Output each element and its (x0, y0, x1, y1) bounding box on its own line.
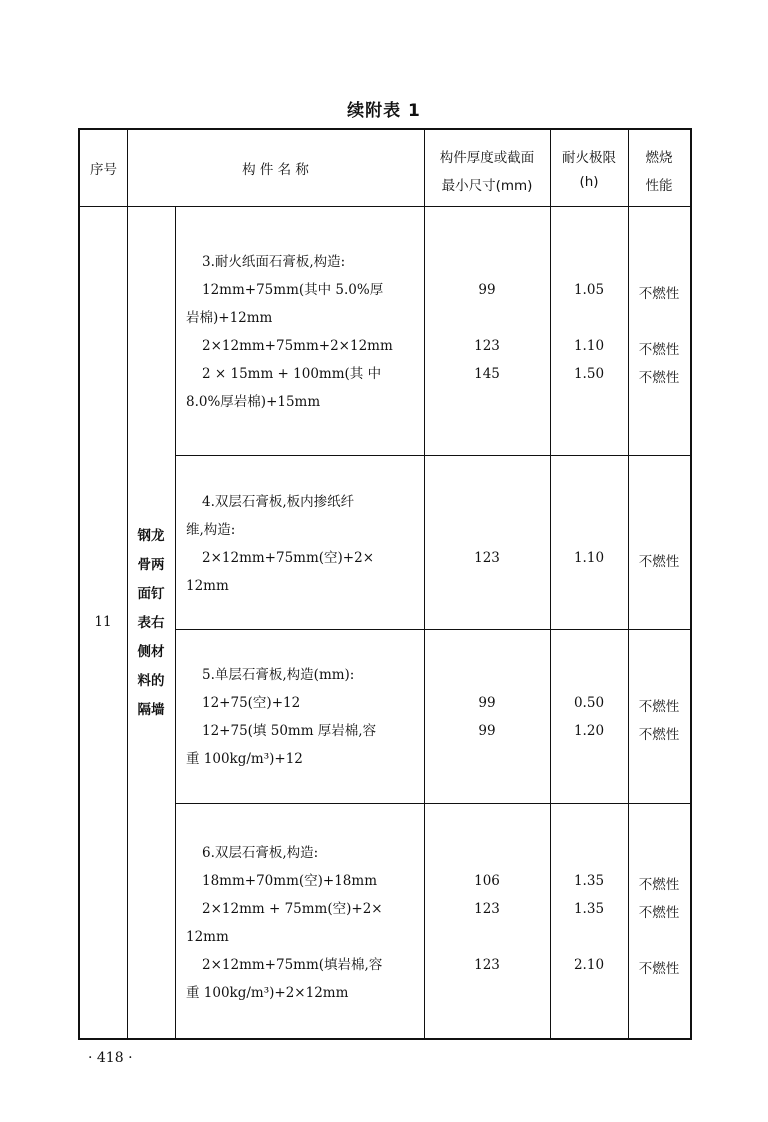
section-line: 18mm+70mm(空)+18mm (202, 873, 377, 889)
header-limit-line1: 耐火极限 (562, 150, 616, 166)
burn-value: 不燃性 (638, 699, 680, 715)
limit-value: 1.10 (573, 550, 605, 566)
section-line: 岩棉)+12mm (186, 310, 273, 326)
row-number: 11 (94, 614, 112, 630)
header-size-line1: 构件厚度或截面 (439, 150, 535, 166)
section-line: 2 × 15mm + 100mm(其 中 (202, 366, 382, 382)
size-value: 123 (474, 338, 500, 354)
burn-value: 不燃性 (638, 961, 680, 977)
limit-value: 1.10 (573, 338, 605, 354)
limit-value: 1.05 (573, 282, 605, 298)
section-line: 12mm+75mm(其中 5.0%厚 (202, 282, 384, 298)
size-value: 123 (474, 550, 500, 566)
col-divider (175, 206, 176, 1038)
size-value: 99 (478, 723, 496, 739)
limit-value: 1.35 (573, 901, 605, 917)
header-burn-line2: 性能 (645, 178, 673, 194)
header-no: 序号 (90, 162, 117, 178)
section-line: 维,构造: (186, 522, 236, 538)
header-size-line2: 最小尺寸(mm) (441, 178, 533, 194)
size-value: 145 (474, 366, 500, 382)
burn-value: 不燃性 (638, 727, 680, 743)
section-line: 12+75(填 50mm 厚岩棉,容 (202, 723, 377, 739)
section-line: 6.双层石膏板,构造: (202, 845, 319, 861)
size-value: 123 (474, 901, 500, 917)
size-value: 99 (478, 695, 496, 711)
section-line: 2×12mm + 75mm(空)+2× (202, 901, 383, 917)
header-burn-line1: 燃烧 (645, 150, 673, 166)
limit-value: 1.20 (573, 723, 605, 739)
section-line: 12mm (186, 929, 229, 945)
section-line: 2×12mm+75mm(空)+2× (202, 550, 375, 566)
header-limit-line2: (h) (579, 174, 599, 190)
section-line: 重 100kg/m³)+12 (186, 751, 303, 767)
burn-value: 不燃性 (638, 370, 680, 386)
fire-resistance-table (78, 128, 692, 1040)
col-divider (127, 130, 128, 1038)
page-title: 续附表 1 (347, 101, 421, 121)
section-line: 8.0%厚岩棉)+15mm (186, 394, 321, 410)
burn-value: 不燃性 (638, 554, 680, 570)
burn-value: 不燃性 (638, 905, 680, 921)
size-value: 123 (474, 957, 500, 973)
section-line: 12+75(空)+12 (202, 695, 301, 711)
col-divider (424, 130, 425, 1038)
header-divider (80, 206, 690, 207)
limit-value: 1.35 (573, 873, 605, 889)
row-category: 钢龙骨两面钉表右侧材料的隔墙 (137, 528, 165, 718)
section-line: 2×12mm+75mm+2×12mm (202, 338, 393, 354)
row-divider (175, 803, 690, 804)
section-line: 5.单层石膏板,构造(mm): (202, 667, 355, 683)
burn-value: 不燃性 (638, 877, 680, 893)
section-line: 3.耐火纸面石膏板,构造: (202, 254, 346, 270)
size-value: 99 (478, 282, 496, 298)
limit-value: 2.10 (573, 957, 605, 973)
header-name: 构 件 名 称 (242, 162, 309, 178)
page-number: · 418 · (88, 1050, 133, 1066)
burn-value: 不燃性 (638, 342, 680, 358)
row-divider (175, 455, 690, 456)
row-divider (175, 629, 690, 630)
limit-value: 0.50 (573, 695, 605, 711)
burn-value: 不燃性 (638, 286, 680, 302)
size-value: 106 (474, 873, 500, 889)
limit-value: 1.50 (573, 366, 605, 382)
section-line: 12mm (186, 578, 229, 594)
section-line: 重 100kg/m³)+2×12mm (186, 985, 349, 1001)
section-line: 2×12mm+75mm(填岩棉,容 (202, 957, 383, 973)
section-line: 4.双层石膏板,板内掺纸纤 (202, 494, 355, 510)
